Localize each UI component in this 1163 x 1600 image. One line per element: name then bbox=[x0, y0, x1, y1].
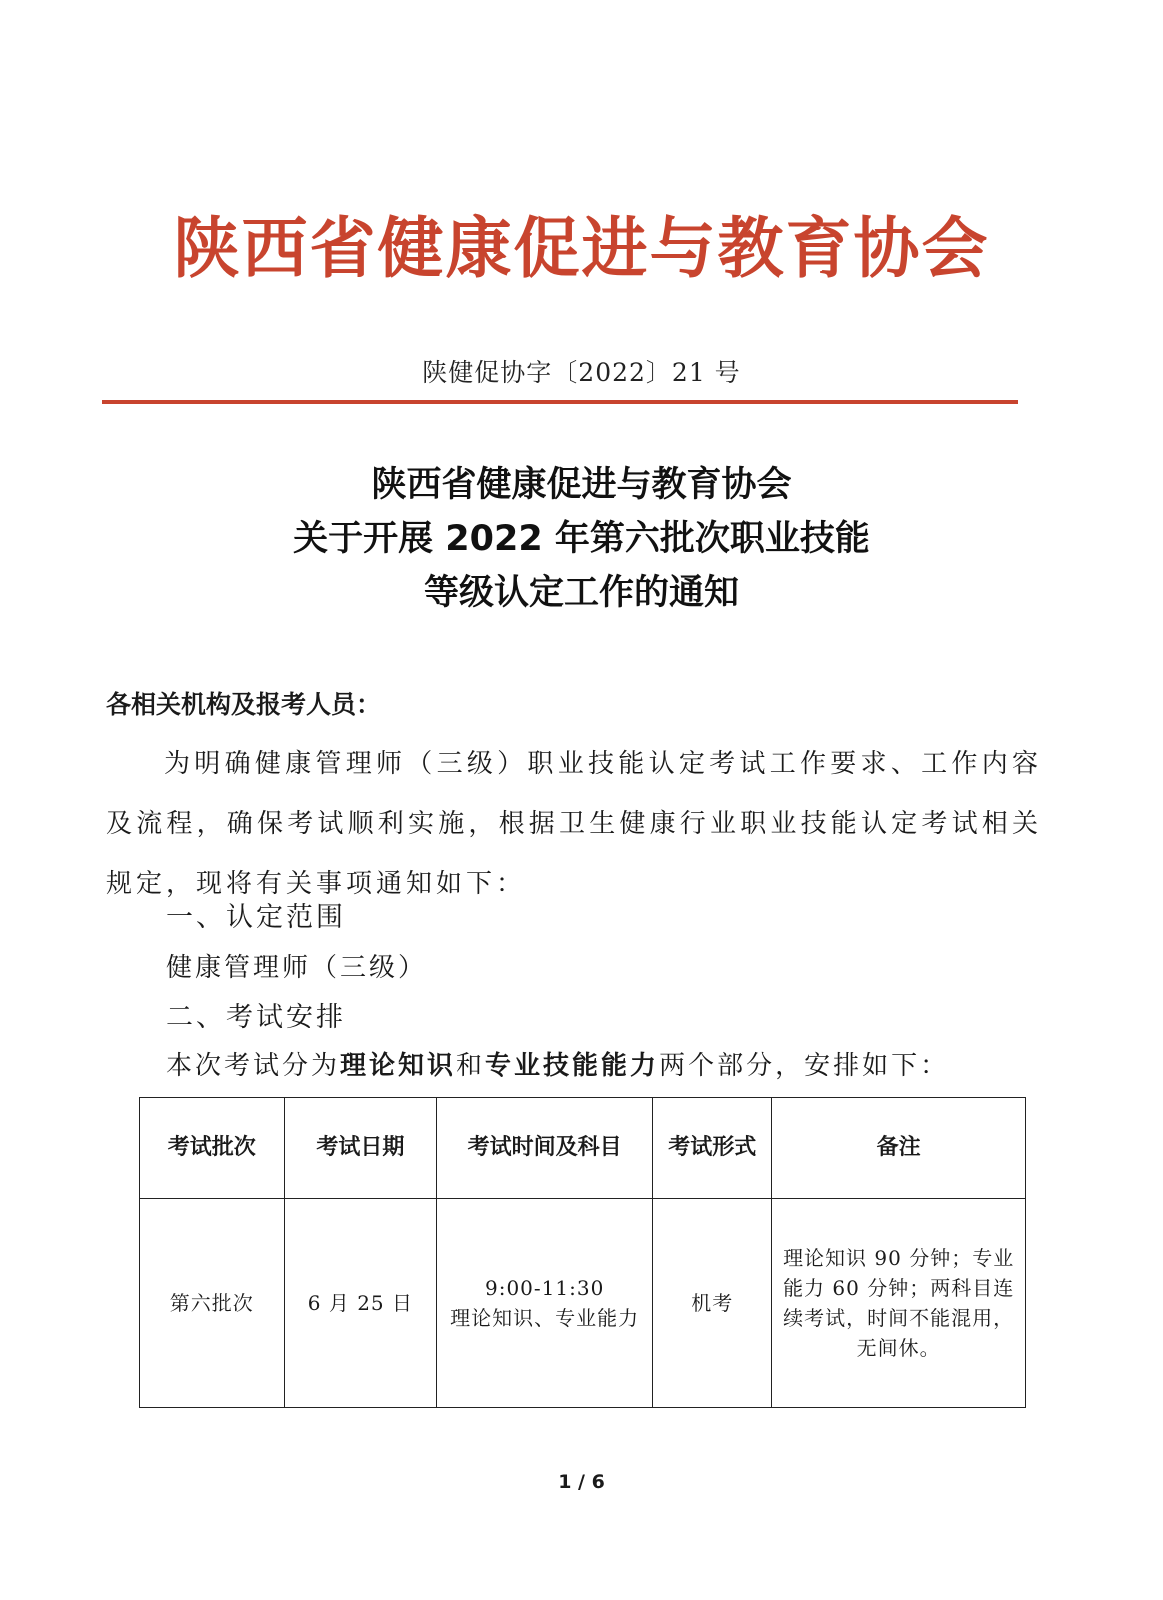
section-1-body: 健康管理师（三级） bbox=[166, 953, 428, 983]
table-header-time-subject: 考试时间及科目 bbox=[437, 1098, 653, 1199]
cell-time-subject bbox=[437, 1199, 653, 1408]
section-2-body-bold-theory: 理论知识 bbox=[340, 1051, 457, 1081]
section-2-body-prefix: 本次考试分为 bbox=[166, 1051, 341, 1081]
exam-schedule-table bbox=[139, 1097, 1026, 1408]
section-2-body-bold-skill: 专业技能能力 bbox=[485, 1051, 660, 1081]
page-number: 1 / 6 bbox=[558, 1471, 605, 1493]
notice-title-line-3: 等级认定工作的通知 bbox=[423, 573, 739, 613]
cell-batch: 第六批次 bbox=[140, 1199, 285, 1408]
notice-title-line-2: 关于开展 2022 年第六批次职业技能 bbox=[293, 519, 870, 559]
section-1-heading: 一、认定范围 bbox=[166, 902, 346, 933]
table-header-form: 考试形式 bbox=[653, 1098, 772, 1199]
intro-paragraph: 为明确健康管理师（三级）职业技能认定考试工作要求、工作内容及流程，确保考试顺利实施，根据卫生健康行业职业技能认定考试相关规定，现将有关事项通知如下： bbox=[106, 749, 1042, 899]
salutation: 各相关机构及报考人员： bbox=[106, 690, 382, 719]
cell-date: 6 月 25 日 bbox=[284, 1199, 437, 1408]
section-2-heading: 二、考试安排 bbox=[166, 1002, 346, 1033]
section-2-body-suffix: 两个部分，安排如下： bbox=[659, 1051, 950, 1081]
table-header-date: 考试日期 bbox=[284, 1098, 437, 1199]
section-2-body bbox=[166, 1046, 949, 1086]
notice-title-line-1: 陕西省健康促进与教育协会 bbox=[371, 465, 792, 505]
header-divider bbox=[102, 400, 1018, 404]
cell-form: 机考 bbox=[653, 1199, 772, 1408]
table-header-note: 备注 bbox=[772, 1098, 1026, 1199]
cell-subjects: 理论知识、专业能力 bbox=[450, 1306, 640, 1330]
cell-note: 理论知识 90 分钟；专业能力 60 分钟；两科目连续考试，时间不能混用，无间休。 bbox=[772, 1199, 1026, 1408]
table-header-batch: 考试批次 bbox=[140, 1098, 285, 1199]
table-row bbox=[140, 1199, 1026, 1408]
notice-title bbox=[0, 458, 1163, 620]
cell-time: 9:00-11:30 bbox=[484, 1276, 605, 1300]
section-2-body-mid: 和 bbox=[456, 1051, 486, 1081]
table-header-row bbox=[140, 1098, 1026, 1199]
document-number: 陕健促协字〔2022〕21 号 bbox=[422, 358, 741, 387]
organization-title: 陕西省健康促进与教育协会 bbox=[173, 209, 990, 287]
